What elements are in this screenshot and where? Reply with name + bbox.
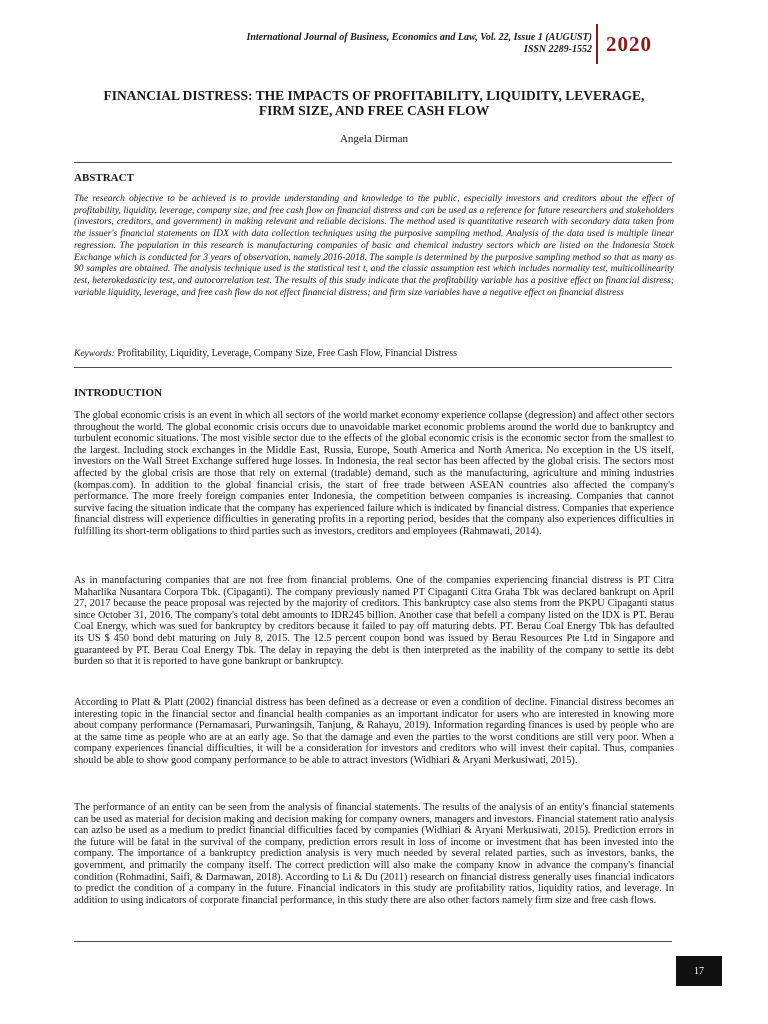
keywords-divider [74,367,672,368]
introduction-heading: INTRODUCTION [74,387,163,399]
header-divider [596,24,598,64]
page-number: 17 [676,956,722,986]
journal-year: 2020 [606,32,652,56]
author-divider [74,162,672,163]
paper-title-line-2: FIRM SIZE, AND FREE CASH FLOW [258,103,490,118]
intro-paragraph-2: As in manufacturing companies that are not free from financial problems. One of the companies experiencing financial distress is PT Citra Maharlika Nusantara Corpora Tbk. (Cipaganti). The company previously named PT Cipaganti Citra Graha Tbk was declared bankrupt on April 27, 2017 because the peace proposal was rejected by the majority of creditors. This bankruptcy case also stems from the PKPU Cipaganti status since October 31, 2016. The company's total debt amounts to IDR245 billion. Another case that befell a company listed on the IDX is PT. Berau Coal Energy, which was sued for bankruptcy by creditors because it failed to pay off maturing debts. PT. Berau Coal Energy Tbk has defaulted its US $ 450 bond debt maturing on July 8, 2015. The 12.5 percent coupon bond was issued by Berau Resources Pte Ltd in Singapore and guaranteed by PT. Berau Coal Energy Tbk. The delay in repaying the debt is then interpreted as the inability of the company to settle its debt burden so that it is reported to have gone bankrupt or bankruptcy. [74,575,674,668]
journal-citation: International Journal of Business, Economics and Law, Vol. 22, Issue 1 (AUGUST) [246,32,592,43]
abstract-text: The research objective to be achieved is to provide understanding and knowledge to the public, especially investors and creditors about the effect of profitability, liquidity, leverage, company size, and free cash flow on financial distress and can be used as a reference for future researchers and stakeholders (investors, creditors, and government) in making relevant and reliable decisions. The method used is quantitative research with secondary data taken from the issuer's financial statements on IDX with data collection techniques using the purposive sampling method. Analysis of the data used is multiple linear regression. The population in this research is manufacturing companies of basic and chemical industry sectors which are listed on the Indonesia Stock Exchange which is conducted for 3 years of observation, namely 2016-2018. The sample is determined by the purposive sampling method so that as many as 90 samples are obtained. The analysis technique used is the statistical test t, and the classic assumption test which includes normality test, multicollinearity test, heterokedasticity test, and autocorrelation test. The results of this study indicate that the profitability variable has a positive effect on financial distress; variable liquidity, leverage, and free cash flow do not effect financial distress; and firm size variables have a negative effect on financial distress [74,194,674,298]
intro-paragraph-4: The performance of an entity can be seen from the analysis of financial statements. The results of the analysis of an entity's financial statements can be used as material for decision making and decision making for company owners, managers and investors. Financial statement ratio analysis can azlso be used as a medium to predict financial difficulties faced by companies (Widhiari & Aryani Merkusiwati, 2015). Prediction errors in the future will be fatal in the survival of the company, prediction errors result in loss of income or investment that has been invested into the company. The importance of a bankruptcy prediction analysis is very much needed by several related parties, such as investors, banks, the government, and primarily the company itself. The correct prediction will also make the company know in advance the company's financial condition (Rohmadini, Saifi, & Darmawan, 2018). According to Li & Du (2011) research on financial distress generally uses financial indicators to predict the condition of a company in the future. Financial indicators in this study are profitability ratios, liquidity ratios, and leverage. In addition to using indicators of corporate financial performance, in this study there are also other factors namely firm size and free cash flows. [74,802,674,906]
abstract-heading: ABSTRACT [74,172,134,184]
journal-issn: ISSN 2289-1552 [523,44,592,55]
keywords-label: Keywords: [74,349,115,359]
paper-title [74,88,674,118]
paper-title-line-1: FINANCIAL DISTRESS: THE IMPACTS OF PROFITABILITY, LIQUIDITY, LEVERAGE, [103,88,645,103]
intro-paragraph-3: According to Platt & Platt (2002) financial distress has been defined as a decrease or even a condition of decline. Financial distress becomes an interesting topic in the financial sector and financial health companies as an important indicator for users who are interested in knowing more about company performance (Pernamasari, Purwaningsih, Tanjung, & Rahayu, 2019). Information regarding finances is used by people who are at the same time as people who are at an early age. So that the damage and even the parties to the worst conditions are still very poor. When a company experiences financial difficulties, it will be a consideration for investors and creditors who will invest their capital. Thus, companies should be able to show good company performance to be able to attract investors (Widhiari & Aryani Merkusiwati, 2015). [74,697,674,766]
footer-divider [74,941,672,942]
journal-header [132,32,592,56]
keywords-line [74,348,674,359]
keywords-text: Profitability, Liquidity, Leverage, Company Size, Free Cash Flow, Financial Distress [117,348,457,359]
intro-paragraph-1: The global economic crisis is an event in which all sectors of the world market economy experience collapse (degression) and affect other sectors throughout the world. The global economic crisis occurs due to unavoidable market economic problems around the world due to bankruptcy and turbulent economic situations. The most visible sector due to the effects of the global economic crisis is the economic sector from the smallest to the largest. Including stock exchanges in the Middle East, Russia, Europe, South America and North America. No exception in the US itself, investors on the Wall Street Exchange suffered huge losses. In Indonesia, the real sector has been affected by the global crisis. The sectors most affected by the global crisis are those that rely on external (tradable) demand, such as the manufacturing, agriculture and mining industries (kompas.com). In addition to the global financial crisis, the start of free trade between ASEAN countries also affected the company's performance. The more freely foreign companies enter Indonesia, the competition between companies is increasing. Companies that cannot survive facing the situation indicate that the company has experienced failure which is indicated by financial distress. Companies that experience financial distress will experience difficulties in generating profits in a reporting period, besides that the company also experiences difficulties in fulfilling its short-term obligations to third parties such as investors, creditors and employees (Rahmawati, 2014). [74,410,674,537]
author-name: Angela Dirman [339,133,409,145]
